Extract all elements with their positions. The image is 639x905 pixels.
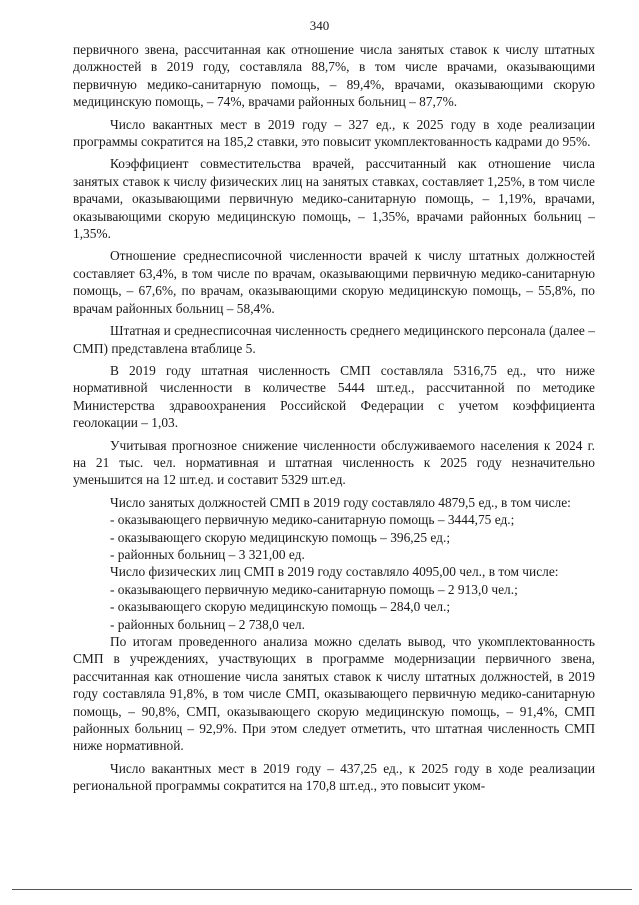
paragraph: В 2019 году штатная численность СМП составляла 5316,75 ед., что ниже нормативной численности в количестве 5444 шт.ед., рассчитанной по методике Министерства здравоохранения Российской Федерации с учетом коэффициента геолокации – 1,03. [73,362,595,431]
paragraph: Число физических лиц СМП в 2019 году составляло 4095,00 чел., в том числе: [110,564,559,580]
paragraph: Коэффициент совместительства врачей, рассчитанный как отношение числа занятых ставок к числу физических лиц на занятых ставках, составляет 1,25%, в том числе врачами, оказывающими первичную медико-санитарную помощь, – 1,19%, врачами, оказывающими скорую медицинскую помощь, – 1,35%, врачами районных больниц – 1,35%. [73,156,595,242]
list-item: - оказывающего первичную медико-санитарную помощь – 3444,75 ед.; [110,512,515,528]
list-item: - районных больниц – 3 321,00 ед. [110,546,305,562]
list-item: - оказывающего скорую медицинскую помощь – 284,0 чел.; [110,599,451,615]
paragraph: Число занятых должностей СМП в 2019 году составляло 4879,5 ед., в том числе: [110,494,571,510]
paragraph: первичного звена, рассчитанная как отношение числа занятых ставок к числу штатных должностей в 2019 году, составляла 88,7%, в том числе врачами, оказывающими первичную медико-санитарную помощь, – 89,4%, врачами, оказывающими скорую медицинскую помощь, – 74%, врачами районных больниц – 87,7%. [73,42,595,110]
paragraph: Число вакантных мест в 2019 году – 437,25 ед., к 2025 году в ходе реализации региональной программы сократится на 170,8 шт.ед., это повысит уком- [73,760,595,794]
paragraph: Учитывая прогнозное снижение численности обслуживаемого населения к 2024 г. на 21 тыс. чел. нормативная и штатная численность к 2025 году незначительно уменьшится на 12 шт.ед. и составит 5329 шт.ед. [73,437,595,488]
paragraph: Штатная и среднесписочная численность среднего медицинского персонала (далее – СМП) представлена втаблице 5. [73,323,595,356]
paragraph: По итогам проведенного анализа можно сделать вывод, что укомплектованность СМП в учреждениях, участвующих в программе модернизации первичного звена, рассчитанная как отношение числа занятых ставок к числу штатных должностей, в 2019 году составляла 91,8%, в том числе СМП, оказывающего первичную медико-санитарную помощь, – 90,8%, СМП, оказывающего скорую медицинскую помощь, – 91,4%, СМП районных больниц – 92,9%. При этом следует отметить, что штатная численность СМП ниже нормативной. [73,634,595,754]
document-body [73,41,595,795]
paragraph: Отношение среднесписочной численности врачей к числу штатных должностей составляет 63,4%, в том числе по врачам, оказывающими первичную медико-санитарную помощь, – 67,6%, по врачам, оказывающими скорую медицинскую помощь, – 55,8%, по врачам районных больниц – 58,4%. [73,248,595,316]
list-item: - оказывающего скорую медицинскую помощь – 396,25 ед.; [110,529,451,545]
paragraph: Число вакантных мест в 2019 году – 327 ед., к 2025 году в ходе реализации программы сократится на 185,2 ставки, это повысит укомплектованность кадрами до 95%. [73,116,595,150]
page-number: 340 [309,18,330,33]
list-item: - районных больниц – 2 738,0 чел. [110,616,305,632]
page-bottom-rule [12,889,632,890]
list-item: - оказывающего первичную медико-санитарную помощь – 2 913,0 чел.; [110,581,518,597]
